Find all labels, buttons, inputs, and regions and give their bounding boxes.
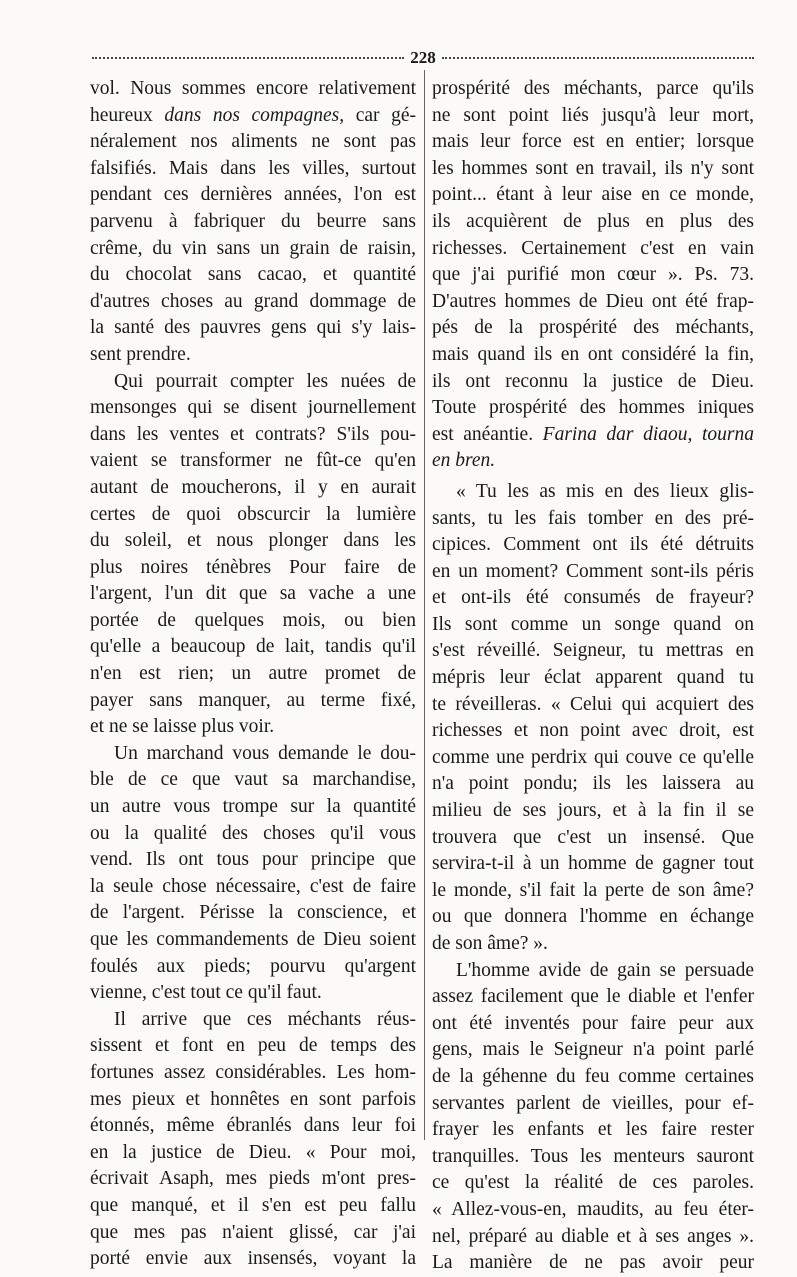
text-line: Un marchand vous demande le dou-: [114, 742, 416, 764]
text-line: de son âme? ».: [432, 933, 548, 954]
text-line: payer sans manquer, au terme fixé,: [90, 689, 416, 711]
text-line: s'est réveillé. Seigneur, tu mettras en: [432, 640, 754, 662]
italic-text: dans nos compagnes,: [164, 104, 345, 126]
header-rule-right: [442, 57, 754, 59]
text-line: plus noires ténèbres Pour faire de: [90, 556, 416, 578]
text-line: comme une perdrix qui couve ce qu'elle: [432, 746, 754, 768]
text-line: sants, tu les fais tomber en des pré-: [432, 507, 754, 529]
text-line: en la justice de Dieu. « Pour moi,: [90, 1141, 416, 1163]
text-line: ble de ce que vaut sa marchandise,: [90, 769, 416, 791]
text-line: porté envie aux insensés, voyant la: [90, 1248, 416, 1270]
text-line: « Tu les as mis en des lieux glis-: [456, 480, 754, 502]
text-line: [432, 448, 754, 475]
text-line: mais leur force est en entier; lorsque: [432, 131, 754, 153]
text-line: est anéantie. Farina dar diaou, tourna: [432, 423, 754, 445]
text-line: L'homme avide de gain se persuade: [456, 959, 754, 981]
text-line: cipices. Comment ont ils été détruits: [432, 534, 754, 556]
page-number: 228: [410, 48, 436, 67]
text-line: de l'argent. Périsse la conscience, et: [90, 902, 416, 924]
text-line: mes pieux et honnêtes en sont parfois: [90, 1088, 416, 1110]
text-line: ce qu'est la réalité de ces paroles.: [432, 1172, 754, 1194]
text-line: portée de quelques mois, ou bien: [90, 609, 416, 631]
text-line: servantes parlent de vieilles, pour ef-: [432, 1092, 754, 1114]
text-line: la santé des pauvres gens qui s'y lais-: [90, 317, 416, 339]
text-line: vol. Nous sommes encore relativement: [90, 78, 416, 99]
text-line: ne sont point liés jusqu'à leur mort,: [432, 104, 754, 126]
text-line: gens, mais le Seigneur n'a point parlé: [432, 1039, 754, 1061]
text-line: de la géhenne du feu comme certaines: [432, 1065, 754, 1087]
text-line: que mes pas n'aient glissé, car j'ai: [90, 1221, 416, 1243]
text-line: heureux dans nos compagnes, car gé-: [90, 104, 416, 126]
text-line: « Allez-vous-en, maudits, au feu éter-: [432, 1198, 754, 1220]
text-line: La manière de ne pas avoir peur: [432, 1252, 754, 1274]
text-line: sent prendre.: [90, 343, 191, 365]
text-line: mensonges qui se disent journellement: [90, 397, 416, 419]
text-line: les hommes sont en travail, ils n'y sont: [432, 157, 754, 179]
text-line: ils ont reconnu la justice de Dieu.: [432, 370, 754, 392]
text-line: crême, du vin sans un grain de raisin,: [90, 237, 416, 259]
text-line: frayer les enfants et les faire rester: [432, 1119, 754, 1141]
text-line: et ne se laisse plus voir.: [90, 716, 275, 738]
text-line: te réveilleras. « Celui qui acquiert des: [432, 693, 754, 715]
text-line: sissent et font en peu de temps des: [90, 1035, 416, 1057]
text-line: Qui pourrait compter les nuées de: [114, 370, 416, 392]
text-line: dans les ventes et contrats? S'ils pou-: [90, 423, 416, 445]
text-line: qu'elle a beaucoup de lait, tandis qu'il: [90, 636, 416, 658]
text-line: vaient se transformer ne fût-ce qu'en: [90, 450, 416, 472]
page-header: [92, 46, 754, 70]
text-line: pés de la prospérité des méchants,: [432, 317, 754, 339]
text-line: D'autres hommes de Dieu ont été frap-: [432, 290, 754, 312]
text-line: Toute prospérité des hommes iniques: [432, 397, 754, 419]
text-line: que manqué, et il s'en est peu fallu: [90, 1194, 416, 1216]
text-line: foulés aux pieds; pourvu qu'argent: [90, 955, 416, 977]
text-line: l'argent, l'un dit que sa vache a une: [90, 583, 416, 605]
text-line: ils acquièrent de plus en plus des: [432, 210, 754, 232]
text-line: ont été inventés pour faire peur aux: [432, 1012, 754, 1034]
text-line: Il arrive que ces méchants réus-: [114, 1008, 416, 1030]
text-line: un autre vous trompe sur la quantité: [90, 796, 416, 818]
text-line: prospérité des méchants, parce qu'ils: [432, 78, 754, 99]
text-line: en un moment? Comment sont-ils péris: [432, 560, 754, 582]
text-line: pendant ces dernières années, l'on est: [90, 184, 416, 206]
text-line: richesses et non point avec droit, est: [432, 720, 754, 742]
text-line: tranquilles. Tous les menteurs sauront: [432, 1145, 754, 1167]
text-line: mais quand ils en ont considéré la fin,: [432, 343, 754, 365]
text-line: la seule chose nécessaire, c'est de faire: [90, 875, 416, 897]
text-line: et ont-ils été consumés de frayeur?: [432, 587, 754, 609]
text-line: parvenu à fabriquer du beurre sans: [90, 210, 416, 232]
left-column: [90, 76, 416, 1273]
text-line: milieu de ses jours, et à la fin il se: [432, 800, 754, 822]
text-line: vend. Ils ont tous pour principe que: [90, 849, 416, 871]
text-line: que les commandements de Dieu soient: [90, 929, 416, 950]
text-line: n'a point pondu; ils les laissera au: [432, 773, 754, 795]
right-column: [432, 76, 754, 1277]
italic-text: en bren.: [432, 450, 496, 472]
italic-text: Farina dar diaou, tourna: [542, 423, 754, 445]
text-line: nel, préparé au diable et à ses anges ».: [432, 1225, 754, 1247]
text-line: ou que donnera l'homme en échange: [432, 906, 754, 928]
text-line: du chocolat sans cacao, et quantité: [90, 264, 416, 286]
text-line: n'en est rien; un autre promet de: [90, 663, 416, 685]
text-line: vienne, c'est tout ce qu'il faut.: [90, 982, 322, 1004]
text-line: le monde, s'il fait la perte de son âme?: [432, 879, 754, 901]
text-line: Ils sont comme un songe quand on: [432, 613, 754, 635]
text-line: écrivait Asaph, mes pieds m'ont pres-: [90, 1168, 416, 1190]
header-rule-left: [92, 57, 404, 59]
text-line: point... étant à leur aise en ce monde,: [432, 184, 754, 206]
text-line: néralement nos aliments ne sont pas: [90, 131, 416, 153]
text-line: du soleil, et nous plonger dans les: [90, 530, 416, 552]
text-line: étonnés, même ébranlés dans leur foi: [90, 1115, 416, 1137]
text-line: trouvera que c'est un insensé. Que: [432, 826, 754, 848]
text-line: ou la qualité des choses qu'il vous: [90, 822, 416, 844]
text-line: autant de moucherons, il y en aurait: [90, 476, 416, 498]
text-line: mépris leur éclat apparent quand tu: [432, 667, 754, 689]
text-line: certes de quoi obscurcir la lumière: [90, 503, 416, 525]
text-line: servira-t-il à un homme de gagner tout: [432, 853, 754, 875]
text-line: richesses. Certainement c'est en vain: [432, 237, 754, 259]
text-line: falsifiés. Mais dans les villes, surtout: [90, 157, 416, 179]
text-line: que j'ai purifié mon cœur ». Ps. 73.: [432, 264, 754, 286]
text-line: d'autres choses au grand dommage de: [90, 290, 416, 312]
text-line: assez facilement que le diable et l'enfer: [432, 986, 754, 1008]
text-line: fortunes assez considérables. Les hom-: [90, 1061, 416, 1083]
